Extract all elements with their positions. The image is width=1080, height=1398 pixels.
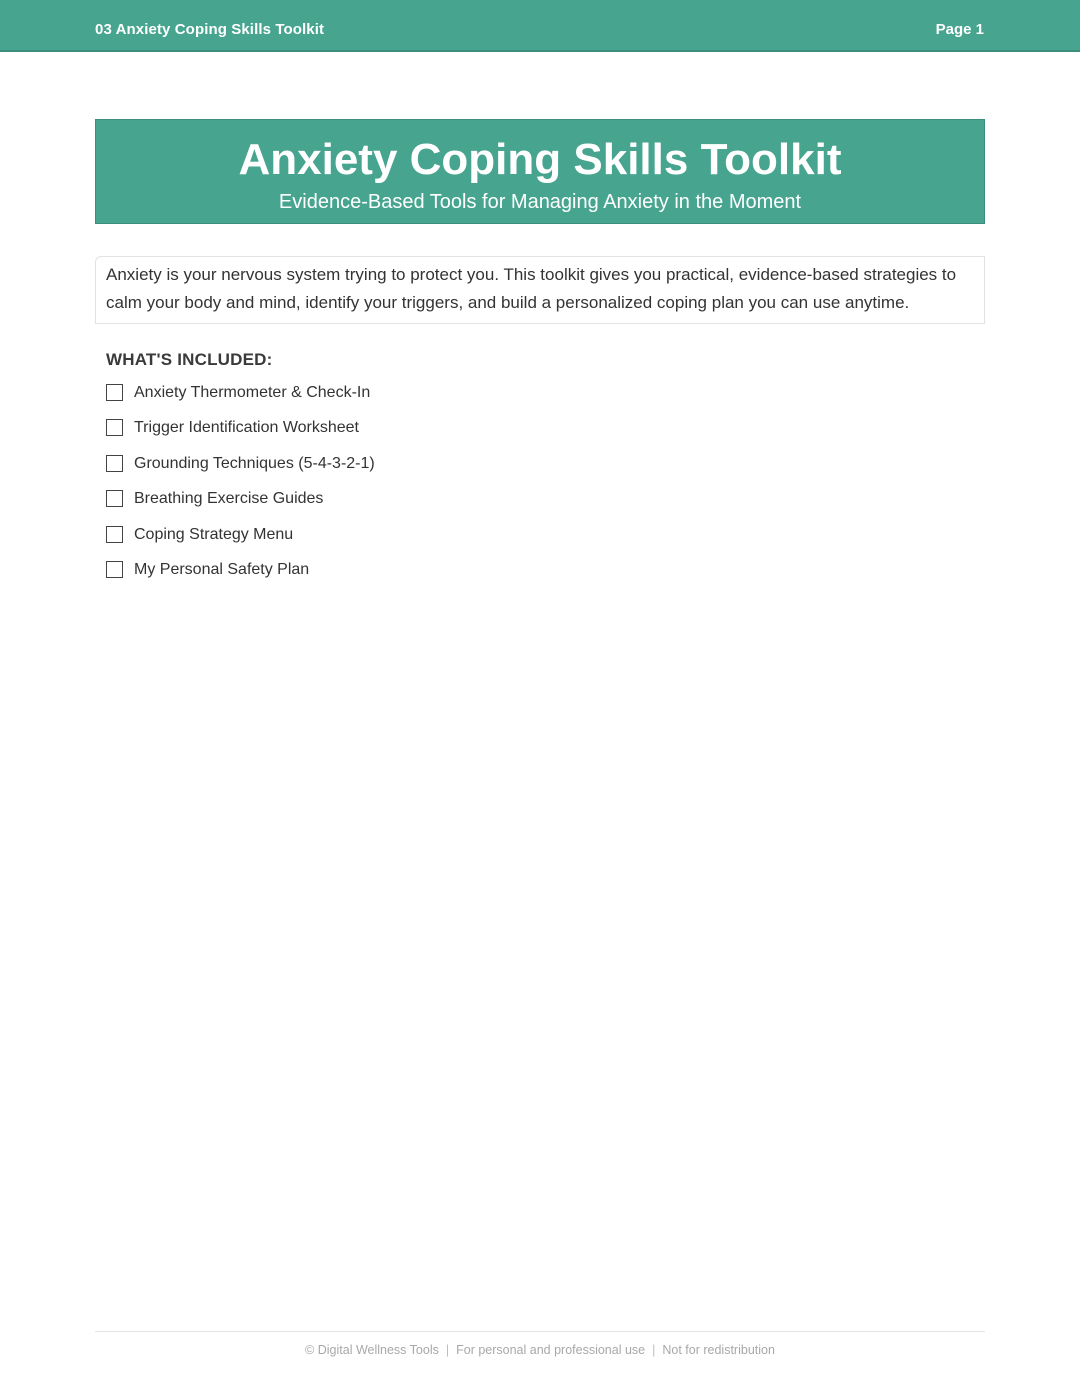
checklist-item [106, 382, 375, 417]
checkbox[interactable] [106, 384, 123, 401]
footer-copyright: © Digital Wellness Tools [305, 1343, 439, 1357]
included-heading: WHAT'S INCLUDED: [106, 350, 273, 369]
page-title: Anxiety Coping Skills Toolkit [238, 135, 842, 184]
checklist-item [106, 417, 375, 452]
page-footer [0, 1343, 1080, 1357]
checklist-item-label: Breathing Exercise Guides [134, 490, 324, 508]
footer-usage: For personal and professional use [456, 1343, 646, 1357]
included-checklist [106, 382, 375, 594]
footer-separator: | [652, 1343, 656, 1357]
checklist-item-label: Trigger Identification Worksheet [134, 419, 359, 437]
checklist-item-label: Anxiety Thermometer & Check-In [134, 384, 371, 401]
footer-divider [95, 1331, 985, 1332]
checklist-item-label: Coping Strategy Menu [134, 525, 294, 543]
checkbox[interactable] [106, 455, 123, 472]
checklist-item-label: My Personal Safety Plan [134, 560, 310, 578]
checklist-item-label: Grounding Techniques (5-4-3-2-1) [134, 454, 375, 472]
page-header-bar [0, 0, 1080, 52]
document-name: 03 Anxiety Coping Skills Toolkit [95, 21, 325, 38]
checklist-item [106, 488, 375, 523]
checklist-item [106, 559, 375, 594]
checkbox[interactable] [106, 419, 123, 436]
page-subtitle: Evidence-Based Tools for Managing Anxiety in the Moment [278, 191, 802, 213]
footer-restriction: Not for redistribution [662, 1343, 775, 1357]
intro-text: Anxiety is your nervous system trying to protect you. This toolkit gives you practical, evidence-based strategies to calm your body and mind, identify your triggers, and build a personalized coping plan you can use anytime. [106, 265, 957, 312]
footer-separator: | [445, 1343, 450, 1357]
intro-box [95, 256, 985, 324]
checkbox[interactable] [106, 561, 123, 578]
checkbox[interactable] [106, 526, 123, 543]
checkbox[interactable] [106, 490, 123, 507]
title-banner [95, 119, 985, 224]
page-number: Page 1 [935, 21, 984, 38]
checklist-item [106, 524, 375, 559]
checklist-item [106, 453, 375, 488]
